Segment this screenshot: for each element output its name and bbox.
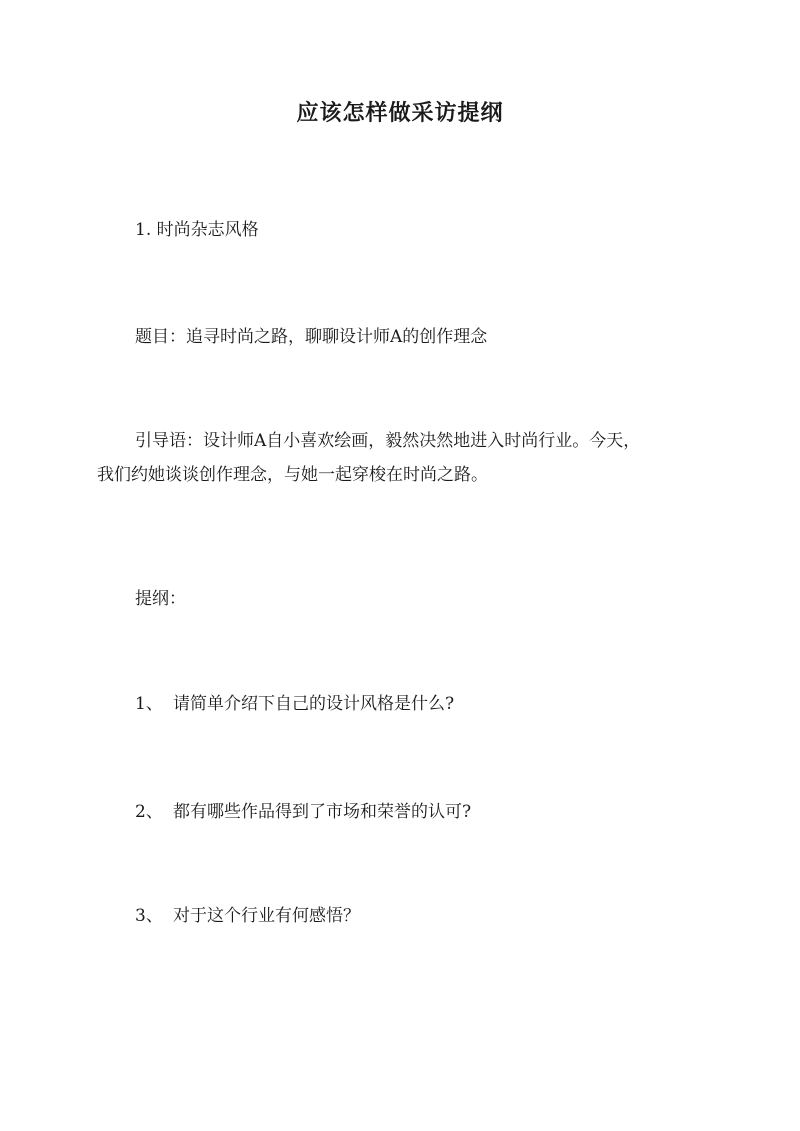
outline-label: 提纲： (135, 589, 186, 609)
list-item (97, 899, 755, 933)
list-item (97, 795, 755, 829)
list-item-text: 请简单介绍下自己的设计风格是什么? (173, 694, 455, 714)
list-item-text: 对于这个行业有何感悟？ (173, 906, 360, 926)
lead-paragraph (97, 424, 717, 492)
lead-line-1: 引导语：设计师A自小喜欢绘画，毅然决然地进入时尚行业。今天， (135, 431, 641, 451)
section-heading: 1. 时尚杂志风格 (135, 220, 259, 240)
list-item (97, 687, 755, 721)
list-item-number: 2、 (135, 802, 163, 822)
list-item-text: 都有哪些作品得到了市场和荣誉的认可? (173, 802, 472, 822)
list-item-number: 3、 (135, 906, 163, 926)
topic-paragraph: 题目：追寻时尚之路，聊聊设计师A的创作理念 (135, 327, 488, 347)
lead-line-2: 我们约她谈谈创作理念，与她一起穿梭在时尚之路。 (97, 465, 488, 485)
list-item-number: 1、 (135, 694, 163, 714)
document-title: 应该怎样做采访提纲 (296, 100, 504, 126)
